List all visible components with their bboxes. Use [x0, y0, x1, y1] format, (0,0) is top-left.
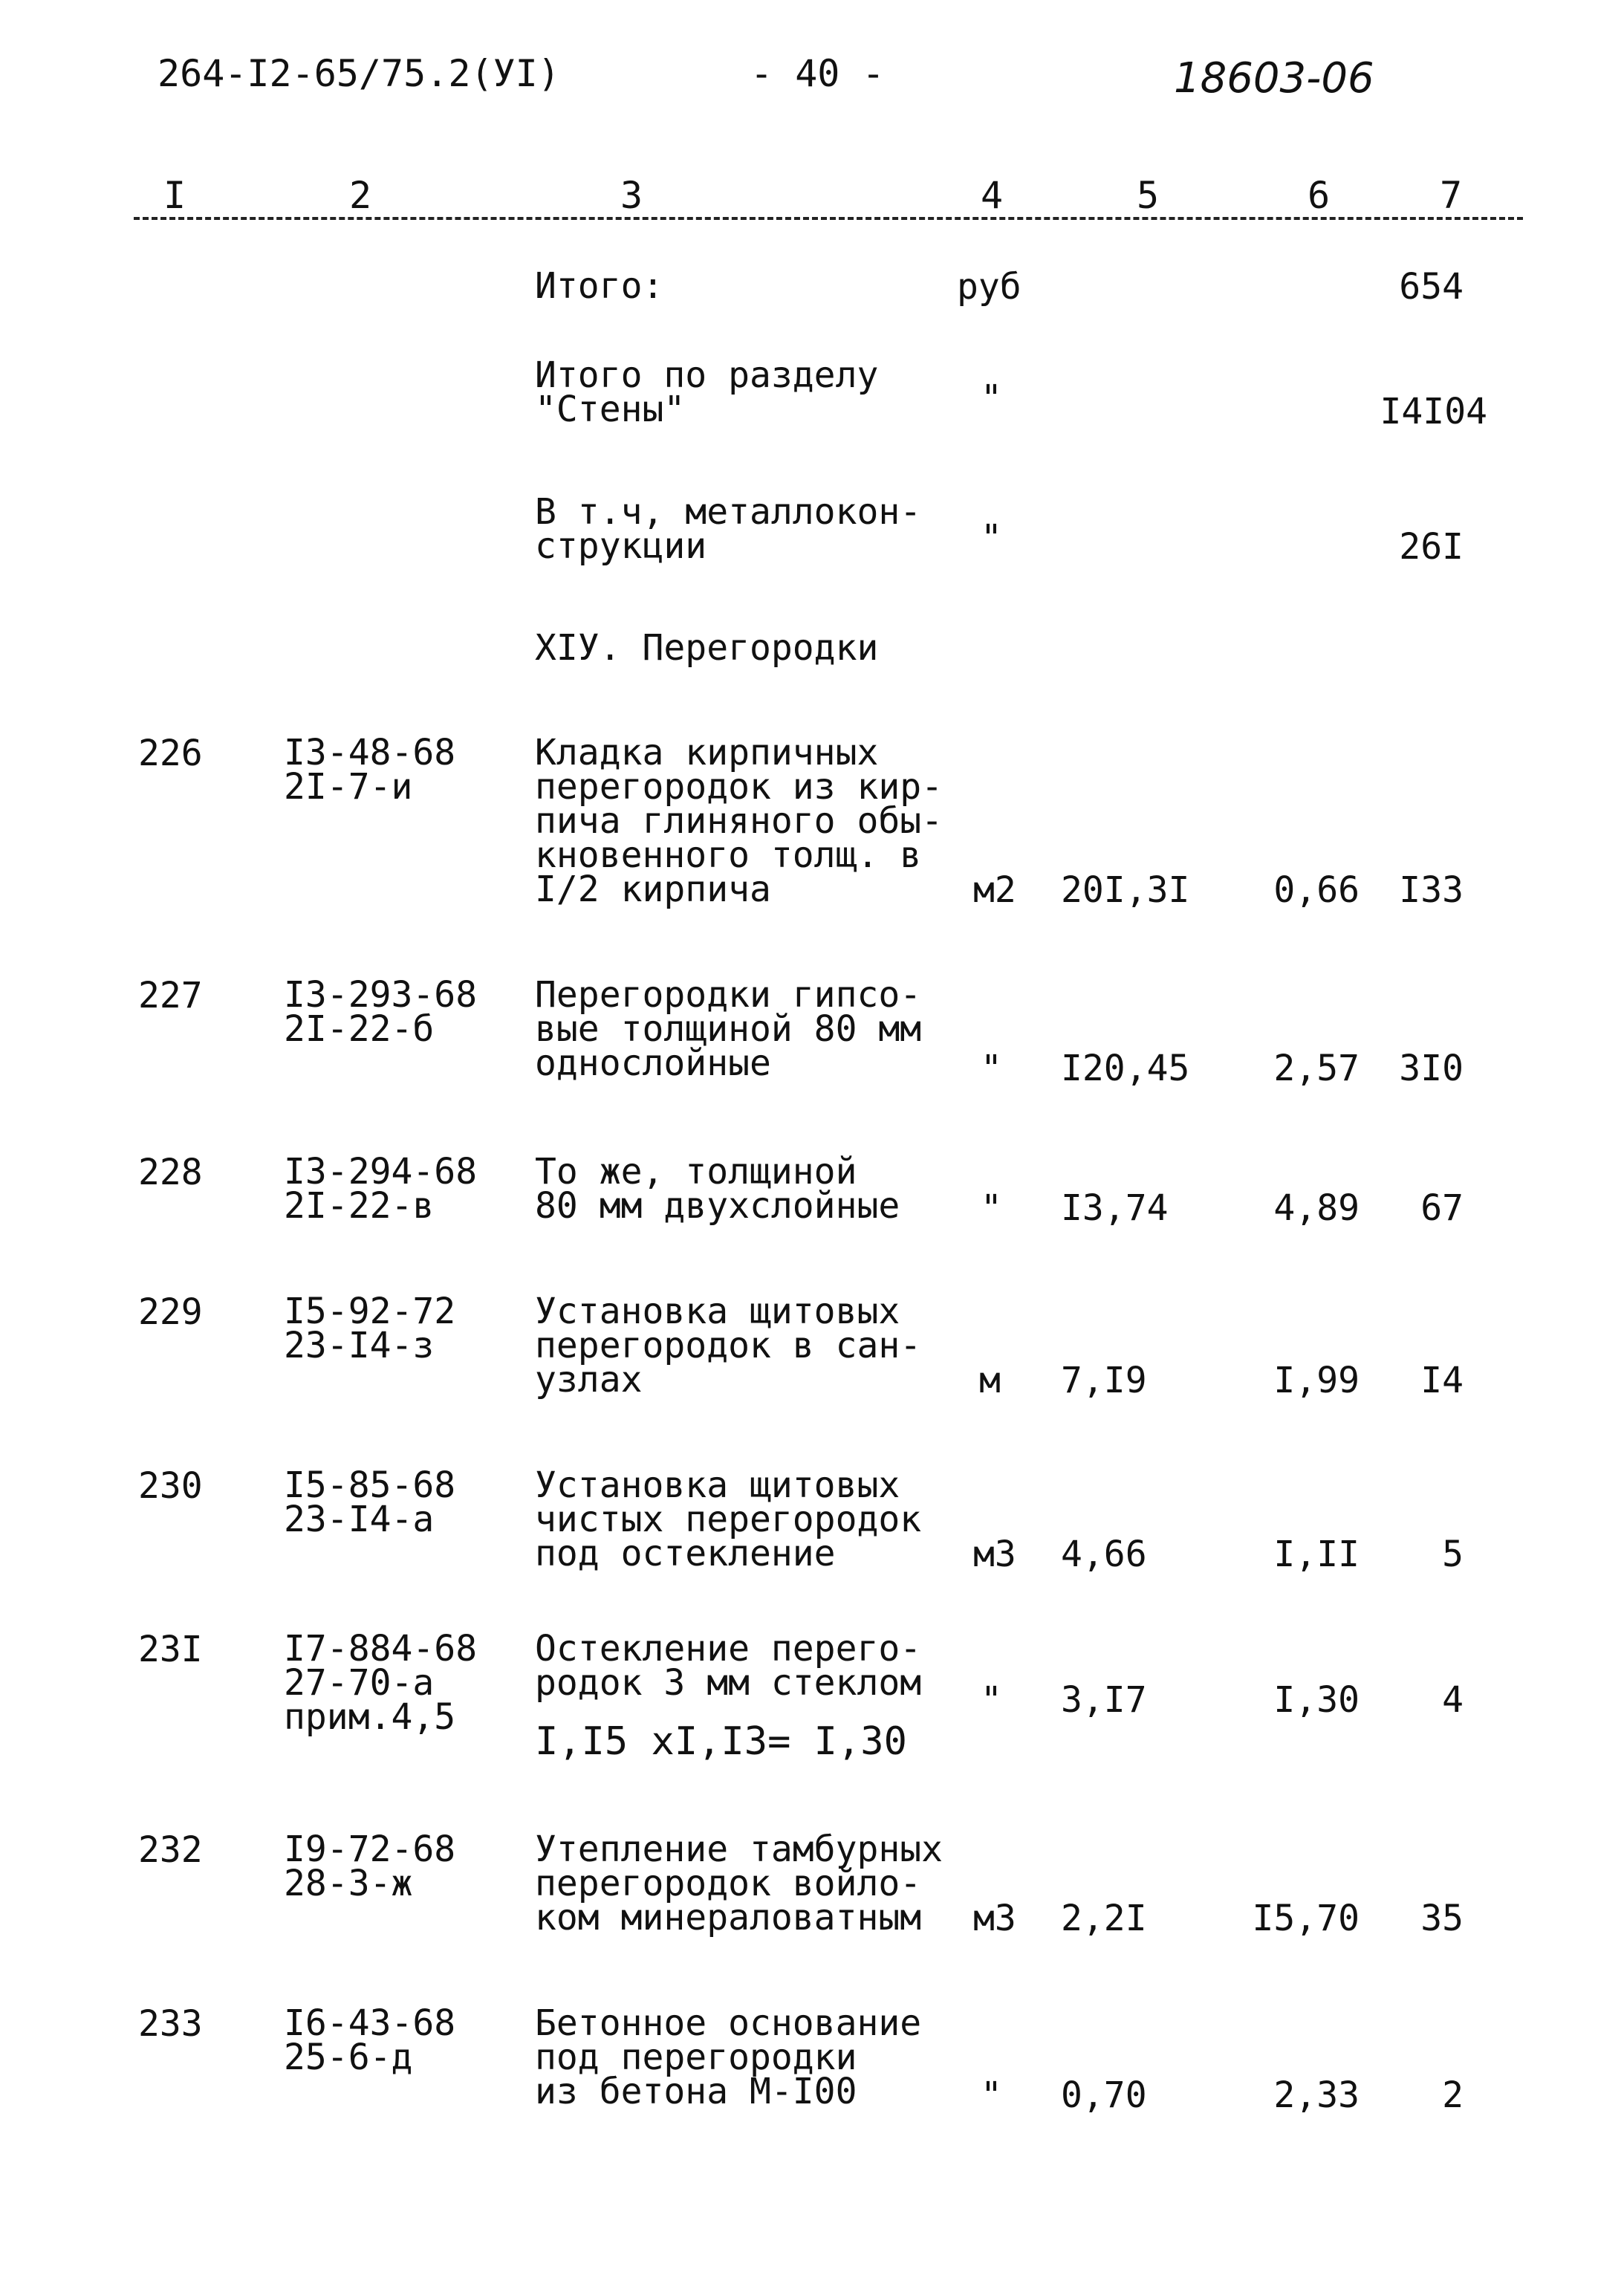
row-desc-line: пича глиняного обы-: [535, 800, 943, 842]
row-unit-price: I,II: [1273, 1534, 1360, 1575]
row-code: I7-884-68: [284, 1628, 478, 1670]
row-quantity: 0,70: [1061, 2074, 1147, 2116]
column-header-6: 6: [1308, 174, 1331, 217]
row-unit-price: I,30: [1273, 1679, 1360, 1721]
totals-label-line: Итого по разделу: [535, 354, 879, 396]
row-desc-line: Кладка кирпичных: [535, 732, 879, 773]
column-header-1: I: [163, 174, 186, 217]
row-desc-line: Утепление тамбурных: [535, 1829, 943, 1870]
row-desc-line: Установка щитовых: [535, 1464, 900, 1506]
row-desc-line: Бетонное основание: [535, 2002, 922, 2044]
row-number: 23I: [138, 1629, 203, 1670]
row-desc-line: I/2 кирпича: [535, 869, 771, 910]
totals-value: I4I04: [1380, 391, 1487, 432]
row-desc-line: То же, толщиной: [535, 1151, 857, 1193]
row-number: 233: [138, 2003, 203, 2045]
row-code: 2I-22-в: [284, 1185, 435, 1227]
row-number: 232: [138, 1829, 203, 1871]
totals-unit: ": [981, 377, 1002, 419]
row-unit-price: 2,33: [1273, 2074, 1360, 2116]
totals-label-line: струкции: [535, 525, 707, 567]
row-total: I4: [1420, 1360, 1464, 1401]
handwritten-code: 18603-06: [1174, 54, 1374, 103]
row-code: I3-293-68: [284, 974, 478, 1016]
row-code: I5-85-68: [284, 1464, 456, 1506]
row-code: I3-294-68: [284, 1151, 478, 1193]
row-unit: м3: [973, 1534, 1016, 1575]
row-quantity: I3,74: [1061, 1187, 1169, 1229]
row-unit-price: 4,89: [1273, 1187, 1360, 1229]
row-desc-line: перегородок в сан-: [535, 1325, 922, 1366]
row-total: 4: [1442, 1679, 1464, 1721]
row-code: I6-43-68: [284, 2002, 456, 2044]
column-header-7: 7: [1440, 174, 1463, 217]
page-number: - 40 -: [750, 52, 885, 95]
row-desc-line: перегородок из кир-: [535, 766, 943, 808]
row-desc-line: вые толщиной 80 мм: [535, 1008, 922, 1050]
row-code: I5-92-72: [284, 1291, 456, 1332]
row-quantity: 7,I9: [1061, 1360, 1147, 1401]
totals-label: Итого:: [535, 265, 664, 307]
row-unit-price: I5,70: [1252, 1898, 1360, 1939]
row-desc-line: родок 3 мм стеклом: [535, 1662, 922, 1704]
row-code: 25-6-д: [284, 2037, 413, 2078]
row-desc-line: однослойные: [535, 1042, 771, 1084]
row-quantity: 20I,3I: [1061, 869, 1190, 911]
row-code: 27-70-а: [284, 1662, 435, 1704]
header-divider: [134, 217, 1523, 220]
row-code: I9-72-68: [284, 1829, 456, 1870]
row-unit-price: I,99: [1273, 1360, 1360, 1401]
row-quantity: 2,2I: [1061, 1898, 1147, 1939]
row-total: I33: [1399, 869, 1464, 911]
row-total: 67: [1420, 1187, 1464, 1229]
row-number: 226: [138, 733, 203, 774]
row-desc-line: из бетона М-I00: [535, 2071, 857, 2112]
row-desc-line: Остекление перего-: [535, 1628, 922, 1670]
row-code: 23-I4-з: [284, 1325, 435, 1366]
row-quantity: I20,45: [1061, 1048, 1190, 1089]
section-title: XIУ. Перегородки: [535, 627, 879, 669]
totals-unit: ": [981, 517, 1002, 559]
row-number: 227: [138, 975, 203, 1016]
row-number: 228: [138, 1152, 203, 1193]
row-desc-line: узлах: [535, 1359, 643, 1401]
row-formula: I,I5 хI,I3= I,30: [535, 1719, 907, 1764]
row-desc-line: под остекление: [535, 1533, 836, 1574]
row-code: I3-48-68: [284, 732, 456, 773]
row-unit: ": [981, 2074, 1002, 2116]
row-total: 2: [1442, 2074, 1464, 2116]
row-desc-line: под перегородки: [535, 2037, 857, 2078]
row-unit: м: [979, 1360, 1001, 1401]
row-number: 229: [138, 1291, 203, 1333]
row-desc-line: 80 мм двухслойные: [535, 1185, 900, 1227]
column-header-4: 4: [981, 174, 1004, 217]
row-unit-price: 2,57: [1273, 1048, 1360, 1089]
row-unit: ": [981, 1187, 1002, 1229]
row-total: 35: [1420, 1898, 1464, 1939]
row-code: 23-I4-а: [284, 1499, 435, 1540]
row-desc-line: перегородок войло-: [535, 1863, 922, 1904]
row-number: 230: [138, 1465, 203, 1507]
row-code: прим.4,5: [284, 1696, 456, 1738]
row-desc-line: Перегородки гипсо-: [535, 974, 922, 1016]
row-unit: м2: [973, 869, 1016, 911]
row-quantity: 4,66: [1061, 1534, 1147, 1575]
row-total: 5: [1442, 1534, 1464, 1575]
row-code: 2I-7-и: [284, 766, 413, 808]
row-unit: м3: [973, 1898, 1016, 1939]
row-quantity: 3,I7: [1061, 1679, 1147, 1721]
totals-value: 26I: [1399, 526, 1464, 568]
row-desc-line: Установка щитовых: [535, 1291, 900, 1332]
column-header-5: 5: [1137, 174, 1160, 217]
totals-value: 654: [1399, 266, 1464, 308]
row-unit: ": [981, 1679, 1002, 1721]
document-code: 264-I2-65/75.2(УI): [157, 52, 560, 95]
row-total: 3I0: [1399, 1048, 1464, 1089]
row-unit-price: 0,66: [1273, 869, 1360, 911]
row-unit: ": [981, 1048, 1002, 1089]
row-code: 2I-22-б: [284, 1008, 435, 1050]
row-desc-line: ком минераловатным: [535, 1897, 922, 1938]
column-header-3: 3: [620, 174, 643, 217]
column-header-2: 2: [349, 174, 372, 217]
totals-unit: руб: [957, 266, 1022, 308]
row-desc-line: чистых перегородок: [535, 1499, 922, 1540]
row-code: 28-3-ж: [284, 1863, 413, 1904]
totals-label-line: В т.ч, металлокон-: [535, 491, 922, 533]
totals-label-line: "Стены": [535, 389, 686, 430]
row-desc-line: кновенного толщ. в: [535, 834, 922, 876]
